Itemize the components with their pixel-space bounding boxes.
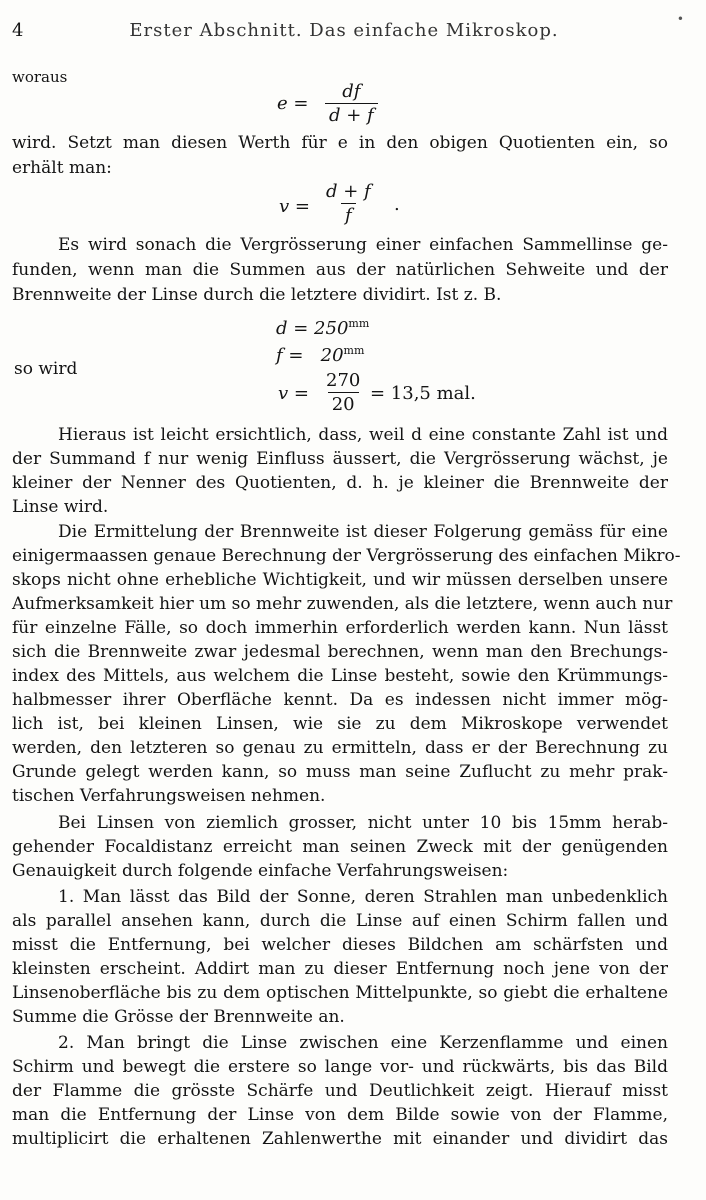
v-result: = 13,5 mal. xyxy=(370,383,476,404)
text-line: 1. Man lässt das Bild der Sonne, deren Strahlen man unbedenklich xyxy=(58,887,668,907)
text-line: Hieraus ist leicht ersichtlich, dass, weil d eine constante Zahl ist und xyxy=(58,425,668,445)
v-denominator: 20 xyxy=(328,392,359,416)
running-head: Erster Abschnitt. Das einfache Mikroskop. xyxy=(129,20,559,41)
text-line: woraus xyxy=(12,68,68,86)
text-line: der Summand f nur wenig Einfluss äussert, die Vergrösserung wächst, je xyxy=(12,449,668,469)
eq2-period: . xyxy=(394,194,400,215)
text-line: Linsenoberfläche bis zu dem optischen Mittelpunkte, so giebt die erhaltene xyxy=(12,983,668,1003)
text-line: Grunde gelegt werden kann, so muss man seine Zuflucht zu mehr prak- xyxy=(12,762,668,782)
d-value-line: $d = 250^{mm}$ xyxy=(276,317,370,339)
text-line: Die Ermittelung der Brennweite ist dieser Folgerung gemäss für eine xyxy=(58,522,668,542)
f-value-line: $f = 20^{mm}$ xyxy=(276,344,365,366)
text-line: Bei Linsen von ziemlich grosser, nicht unter 10 bis 15mm herab- xyxy=(58,813,668,833)
text-line: misst die Entfernung, bei welcher dieses Bildchen am schärfsten und xyxy=(12,935,668,955)
eq1-denominator: d + f xyxy=(325,103,378,127)
text-line: sich die Brennweite zwar jedesmal berechnen, wenn man den Brechungs- xyxy=(12,642,668,662)
text-line: lich ist, bei kleinen Linsen, wie sie zu dem Mikroskope verwendet xyxy=(12,714,668,734)
text-line: der Flamme die grösste Schärfe und Deutlichkeit zeigt. Hierauf misst xyxy=(12,1081,668,1101)
page-number: 4 xyxy=(12,20,24,41)
eq2-fraction xyxy=(322,180,375,227)
text-line: gehender Focaldistanz erreicht man seinen Zweck mit der genügenden xyxy=(12,837,668,857)
text-line: multiplicirt die erhaltenen Zahlenwerthe mit einander und dividirt das xyxy=(12,1129,668,1149)
text-line: Genauigkeit durch folgende einfache Verfahrungsweisen: xyxy=(12,861,509,881)
text-line: index des Mittels, aus welchem die Linse besteht, sowie den Krümmungs- xyxy=(12,666,668,686)
text-line: Aufmerksamkeit hier um so mehr zuwenden, als die letztere, wenn auch nur xyxy=(12,594,673,614)
text-line: man die Entfernung der Linse von dem Bilde sowie von der Flamme, xyxy=(12,1105,668,1125)
text-line: kleinsten erscheint. Addirt man zu dieser Entfernung noch jene von der xyxy=(12,959,668,979)
unit-mm: mm xyxy=(343,344,365,357)
text-line: Schirm und bewegt die erstere so lange vor- und rückwärts, bis das Bild xyxy=(12,1057,668,1077)
text-line: Es wird sonach die Vergrösserung einer einfachen Sammellinse ge- xyxy=(58,235,668,255)
text-line: Linse wird. xyxy=(12,497,109,517)
text-line: erhält man: xyxy=(12,158,112,178)
eq1-fraction xyxy=(325,80,378,127)
text-line: kleiner der Nenner des Quotienten, d. h. je kleiner die Brennweite der xyxy=(12,473,668,493)
text-line: werden, den letzteren so genau zu ermitteln, dass er der Berechnung zu xyxy=(12,738,668,758)
text-line: wird. Setzt man diesen Werth für e in den obigen Quotienten ein, so xyxy=(12,133,668,153)
v-numerator: 270 xyxy=(326,370,361,391)
text-line: einigermaassen genaue Berechnung der Vergrösserung des einfachen Mikro- xyxy=(12,546,681,566)
page-header xyxy=(12,12,684,46)
v-fraction xyxy=(322,369,364,416)
unit-mm: mm xyxy=(348,317,370,330)
text-line: tischen Verfahrungsweisen nehmen. xyxy=(12,786,326,806)
eq2-denominator: f xyxy=(341,203,356,227)
v-lhs: v = xyxy=(278,383,309,404)
text-line: halbmesser ihrer Oberfläche kennt. Da es indessen nicht immer mög- xyxy=(12,690,668,710)
so-wird-text: so wird xyxy=(14,359,78,379)
text-line: Summe die Grösse der Brennweite an. xyxy=(12,1007,345,1027)
eq2-numerator: d + f xyxy=(326,181,371,202)
eq1-lhs: e = xyxy=(277,93,309,114)
text-line: für einzelne Fälle, so doch immerhin erforderlich werden kann. Nun lässt xyxy=(12,618,668,638)
text-line: funden, wenn man die Summen aus der natürlichen Sehweite und der xyxy=(12,260,668,280)
text-line: skops nicht ohne erhebliche Wichtigkeit, und wir müssen derselben unsere xyxy=(12,570,668,590)
eq1-numerator: df xyxy=(342,81,361,102)
ink-speck: • xyxy=(676,12,684,26)
text-line: als parallel ansehen kann, durch die Linse auf einen Schirm fallen und xyxy=(12,911,668,931)
eq2-lhs: v = xyxy=(279,196,310,217)
text-line: 2. Man bringt die Linse zwischen eine Kerzenflamme und einen xyxy=(58,1033,668,1053)
text-line: Brennweite der Linse durch die letztere dividirt. Ist z. B. xyxy=(12,285,502,305)
